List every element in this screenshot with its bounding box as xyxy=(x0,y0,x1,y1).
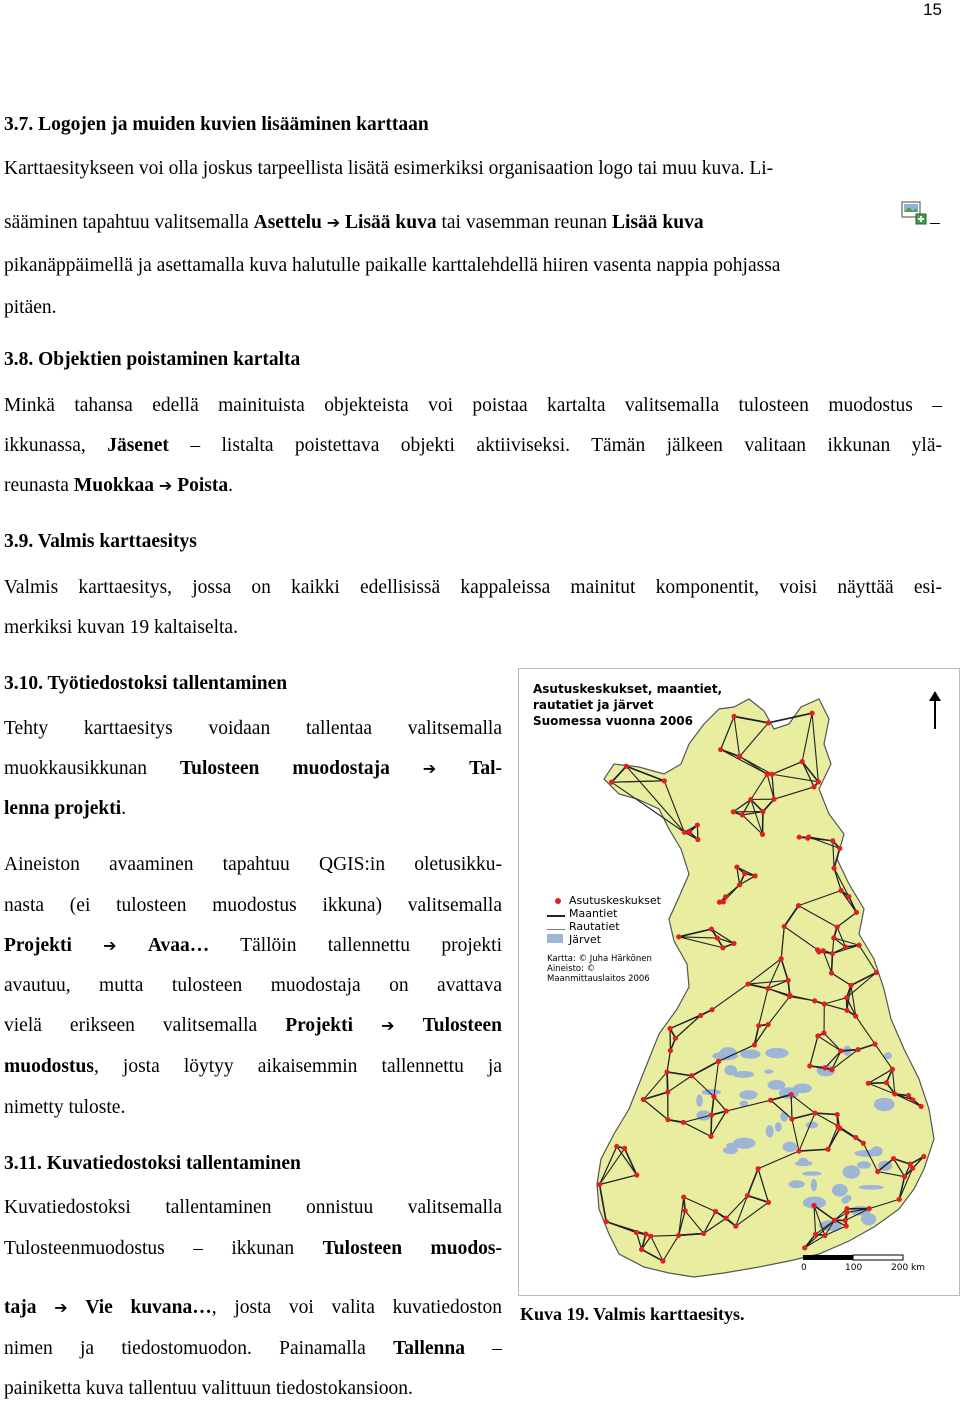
map-title xyxy=(533,681,722,729)
town-marker xyxy=(835,925,840,930)
body-line: muodostus, josta löytyy aikaisemmin tallennettu ja xyxy=(4,1056,502,1077)
town-marker xyxy=(861,1141,866,1146)
body-line: taja ➔ Vie kuvana…, josta voi valita kuvatiedoston xyxy=(4,1297,502,1318)
town-marker xyxy=(809,711,814,716)
town-marker xyxy=(676,934,681,939)
town-marker xyxy=(752,1042,757,1047)
body-line: muokkausikkunan Tulosteen muodostaja ➔ Tal- xyxy=(4,758,503,779)
town-marker xyxy=(785,978,790,983)
legend-label: Asutuskeskukset xyxy=(569,894,661,907)
town-marker xyxy=(835,1112,840,1117)
town-marker xyxy=(641,1097,646,1102)
town-marker xyxy=(740,812,745,817)
town-marker xyxy=(681,1120,686,1125)
body-line: reunasta Muokkaa ➔ Poista. xyxy=(4,475,233,496)
town-marker xyxy=(816,779,821,784)
scale-bar xyxy=(801,1251,951,1287)
body-line: ikkunassa, Jäsenet – listalta poistettava objekti aktiiviseksi. Tämän jälkeen valitaan ikkunan ylä- xyxy=(4,435,942,456)
arrow-icon: ➔ xyxy=(103,936,117,955)
scale-label: 0 xyxy=(801,1263,807,1273)
town-marker xyxy=(701,1231,706,1236)
town-marker xyxy=(831,935,836,940)
town-marker xyxy=(720,945,725,950)
town-marker xyxy=(683,1208,688,1213)
town-marker xyxy=(853,1135,858,1140)
town-marker xyxy=(815,947,820,952)
town-marker xyxy=(867,1206,872,1211)
road-line xyxy=(791,1095,792,1119)
town-marker xyxy=(597,1182,602,1187)
town-marker xyxy=(622,1146,627,1151)
lake-shape xyxy=(859,1185,884,1190)
legend-label: Rautatiet xyxy=(569,920,620,933)
town-marker xyxy=(698,1013,703,1018)
body-line: sääminen tapahtuu valitsemalla Asettelu ➔ Lisää kuva tai vasemman reunan Lisää kuva xyxy=(4,212,704,233)
add-image-icon xyxy=(900,200,930,226)
town-marker xyxy=(648,1234,653,1239)
lake-shape xyxy=(841,1197,849,1204)
arrow-icon: ➔ xyxy=(54,1298,68,1317)
town-marker xyxy=(766,1022,771,1027)
town-marker xyxy=(806,834,811,839)
dash: – xyxy=(930,212,940,233)
section-heading-3-8: 3.8. Objektien poistaminen kartalta xyxy=(4,349,301,370)
town-marker xyxy=(733,1224,738,1229)
town-marker xyxy=(843,944,848,949)
credit-line: Kartta: © Juha Härkönen xyxy=(547,954,652,964)
lake-shape xyxy=(861,1213,876,1225)
town-marker xyxy=(843,1218,848,1223)
body-line: Tehty karttaesitys voidaan tallentaa valitsemalla xyxy=(4,718,502,739)
town-marker xyxy=(854,910,859,915)
town-marker xyxy=(731,941,736,946)
town-marker xyxy=(848,983,853,988)
figure-caption: Kuva 19. Valmis karttaesitys. xyxy=(520,1304,745,1324)
lake-shape xyxy=(712,1052,738,1061)
legend-item-lakes xyxy=(547,933,661,946)
town-marker xyxy=(709,1112,714,1117)
lake-shape xyxy=(798,1158,808,1164)
town-marker xyxy=(716,1059,721,1064)
town-marker xyxy=(717,900,722,905)
town-marker xyxy=(866,1081,871,1086)
town-marker xyxy=(787,993,792,998)
lake-shape xyxy=(696,1094,703,1106)
town-marker xyxy=(771,797,776,802)
page-number: 15 xyxy=(923,0,942,19)
town-marker xyxy=(874,970,879,975)
town-marker xyxy=(837,846,842,851)
credit-line: Aineisto: © xyxy=(547,964,596,974)
scale-label: 100 xyxy=(845,1263,863,1273)
town-marker xyxy=(908,1162,913,1167)
road-line xyxy=(711,1115,712,1136)
map-credits xyxy=(547,954,661,984)
town-marker xyxy=(634,1230,639,1235)
section-heading-3-11: 3.11. Kuvatiedostoksi tallentaminen xyxy=(4,1153,301,1174)
lake-shape xyxy=(806,1122,818,1129)
road-line xyxy=(832,954,833,973)
arrow-icon: ➔ xyxy=(381,1016,395,1035)
town-marker xyxy=(724,1108,729,1113)
town-marker xyxy=(624,764,629,769)
town-marker xyxy=(813,1232,818,1237)
town-marker xyxy=(897,1197,902,1202)
town-marker xyxy=(737,882,742,887)
town-marker xyxy=(715,935,720,940)
lake-shape xyxy=(857,1161,871,1168)
body-line: vielä erikseen valitsemalla Projekti ➔ Tulosteen xyxy=(4,1015,503,1036)
town-marker xyxy=(681,1194,686,1199)
legend-item-rail xyxy=(547,920,661,933)
town-marker xyxy=(844,1223,849,1228)
body-line: avautuu, mutta tulosteen muodostaja on avattava xyxy=(4,975,502,996)
body-line: pikanäppäimellä ja asettamalla kuva halutulle paikalle karttalehdellä hiiren vasenta nappia pohjassa xyxy=(4,255,781,276)
road-line xyxy=(667,1072,668,1092)
town-marker xyxy=(838,1048,843,1053)
town-marker xyxy=(766,720,771,725)
town-marker xyxy=(689,1073,694,1078)
town-marker xyxy=(676,1233,681,1238)
lake-shape xyxy=(766,1125,774,1137)
town-marker xyxy=(921,1154,926,1159)
town-marker xyxy=(643,1231,648,1236)
town-marker xyxy=(667,1026,672,1031)
town-marker xyxy=(614,1144,619,1149)
town-marker xyxy=(890,1067,895,1072)
town-marker xyxy=(825,1147,830,1152)
lake-shape xyxy=(740,1050,761,1059)
rail-line-icon xyxy=(547,929,565,930)
town-marker xyxy=(668,1048,673,1053)
town-marker xyxy=(846,894,851,899)
lake-shape xyxy=(764,1069,773,1074)
body-line: Minkä tahansa edellä mainituista objekteista voi poistaa kartalta valitsemalla tulosteen muodostus – xyxy=(4,395,942,416)
body-line: Kuvatiedostoksi tallentaminen onnistuu valitsemalla xyxy=(4,1197,502,1218)
town-marker xyxy=(731,714,736,719)
lake-shape xyxy=(739,1090,757,1100)
body-line: Valmis karttaesitys, jossa on kaikki edellisissä kappaleissa mainitut komponentit, voisi näyttää esi- xyxy=(4,577,942,598)
town-marker xyxy=(708,1134,713,1139)
town-marker xyxy=(673,1036,678,1041)
town-marker xyxy=(756,1166,761,1171)
town-marker xyxy=(687,829,692,834)
town-marker xyxy=(855,1047,860,1052)
body-line: painiketta kuva tallentuu valittuun tiedostokansioon. xyxy=(4,1378,413,1399)
town-marker xyxy=(811,784,816,789)
town-marker xyxy=(789,1092,794,1097)
lake-shape xyxy=(788,1180,804,1188)
town-marker xyxy=(742,871,747,876)
map-legend xyxy=(547,894,661,984)
body-line: Aineiston avaaminen tapahtuu QGIS:in oletusikku- xyxy=(4,854,502,875)
town-marker xyxy=(807,1063,812,1068)
town-marker xyxy=(844,1210,849,1215)
town-marker xyxy=(723,894,728,899)
legend-item-roads xyxy=(547,907,661,920)
town-marker xyxy=(830,838,835,843)
body-line: Projekti ➔ Avaa… Tällöin tallennettu projekti xyxy=(4,935,502,956)
town-marker xyxy=(713,1209,718,1214)
lake-shape xyxy=(811,1179,817,1191)
town-marker xyxy=(745,981,750,986)
lake-shape xyxy=(733,1071,754,1078)
town-marker xyxy=(709,926,714,931)
town-marker xyxy=(918,1104,923,1109)
town-marker xyxy=(745,1193,750,1198)
town-marker xyxy=(756,1023,761,1028)
arrow-icon: ➔ xyxy=(158,476,173,495)
town-marker xyxy=(768,1098,773,1103)
town-marker xyxy=(822,1233,827,1238)
town-marker xyxy=(695,822,700,827)
town-marker xyxy=(760,809,765,814)
body-line: Karttaesitykseen voi olla joskus tarpeellista lisätä esimerkiksi organisaation logo tai muu kuva. Li- xyxy=(4,158,774,179)
lake-shape xyxy=(793,1083,812,1093)
town-marker xyxy=(829,1067,834,1072)
town-marker xyxy=(765,772,770,777)
lake-shape xyxy=(874,1098,895,1111)
town-marker xyxy=(829,970,834,975)
town-marker xyxy=(872,1042,877,1047)
town-marker xyxy=(724,1216,729,1221)
town-marker xyxy=(760,832,765,837)
lake-shape xyxy=(767,1080,785,1090)
town-marker xyxy=(902,1174,907,1179)
credit-line: Maanmittauslaitos 2006 xyxy=(547,974,650,984)
town-marker xyxy=(853,1014,858,1019)
town-marker xyxy=(800,759,805,764)
town-marker xyxy=(731,809,736,814)
town-marker xyxy=(910,1097,915,1102)
town-marker xyxy=(844,995,849,1000)
lake-shape xyxy=(775,1122,782,1132)
town-marker xyxy=(856,943,861,948)
section-heading-3-9: 3.9. Valmis karttaesitys xyxy=(4,531,197,552)
town-marker xyxy=(609,780,614,785)
town-marker xyxy=(634,1172,639,1177)
town-marker xyxy=(718,747,723,752)
town-marker xyxy=(660,1258,665,1263)
town-marker xyxy=(796,903,801,908)
town-marker xyxy=(753,873,758,878)
town-marker xyxy=(832,1218,837,1223)
town-marker xyxy=(665,1117,670,1122)
town-marker xyxy=(839,888,844,893)
town-marker xyxy=(639,1247,644,1252)
town-marker xyxy=(782,924,787,929)
map-title-line: Suomessa vuonna 2006 xyxy=(533,714,694,728)
town-marker xyxy=(822,1001,827,1006)
town-marker xyxy=(823,1065,828,1070)
town-marker xyxy=(769,772,774,777)
town-marker xyxy=(906,1093,911,1098)
scale-label: 200 km xyxy=(891,1263,926,1273)
town-marker xyxy=(711,1094,716,1099)
lake-swatch-icon xyxy=(547,934,563,943)
town-marker xyxy=(765,986,770,991)
town-marker xyxy=(830,951,835,956)
town-marker xyxy=(665,1089,670,1094)
town-marker xyxy=(802,1245,807,1250)
body-line: nimen ja tiedostomuodon. Painamalla Tallenna – xyxy=(4,1338,503,1359)
town-marker xyxy=(662,778,667,783)
town-marker-icon xyxy=(555,898,561,904)
town-marker xyxy=(695,837,700,842)
town-marker xyxy=(821,948,826,953)
map-title-line: rautatiet ja järvet xyxy=(533,698,654,712)
lake-shape xyxy=(765,1048,788,1059)
town-marker xyxy=(821,1030,826,1035)
town-marker xyxy=(891,1156,896,1161)
legend-label: Järvet xyxy=(569,933,602,946)
north-arrow-icon xyxy=(925,691,945,731)
town-marker xyxy=(884,1080,889,1085)
map-figure xyxy=(518,668,960,1296)
town-marker xyxy=(797,834,802,839)
town-marker xyxy=(664,1069,669,1074)
town-marker xyxy=(815,1033,820,1038)
town-marker xyxy=(779,956,784,961)
section-heading-3-10: 3.10. Työtiedostoksi tallentaminen xyxy=(4,673,288,694)
road-line-icon xyxy=(547,915,565,917)
town-marker xyxy=(875,1169,880,1174)
body-line: nasta (ei tulosteen muodostus ikkuna) valitsemalla xyxy=(4,895,502,916)
lake-shape xyxy=(733,1138,756,1149)
town-marker xyxy=(789,1116,794,1121)
legend-label: Maantiet xyxy=(569,907,618,920)
town-marker xyxy=(766,1200,771,1205)
lake-shape xyxy=(832,1184,848,1197)
arrow-icon: ➔ xyxy=(326,213,341,232)
town-marker xyxy=(796,1148,801,1153)
body-line: merkiksi kuvan 19 kaltaiselta. xyxy=(4,617,238,638)
town-marker xyxy=(831,866,836,871)
arrow-icon: ➔ xyxy=(422,759,437,778)
town-marker xyxy=(811,1203,816,1208)
lake-shape xyxy=(782,1142,797,1152)
town-marker xyxy=(844,1008,849,1013)
town-marker xyxy=(748,797,753,802)
town-marker xyxy=(682,830,687,835)
body-line: lenna projekti. xyxy=(4,798,127,819)
lake-shape xyxy=(802,1171,822,1175)
lake-shape xyxy=(843,1165,861,1179)
town-marker xyxy=(812,1110,817,1115)
road-line xyxy=(868,1083,886,1084)
town-marker xyxy=(812,998,817,1003)
body-line: nimetty tuloste. xyxy=(4,1097,126,1118)
section-heading-3-7: 3.7. Logojen ja muiden kuvien lisääminen karttaan xyxy=(4,114,429,135)
legend-item-towns xyxy=(547,894,661,907)
town-marker xyxy=(734,864,739,869)
town-marker xyxy=(604,1219,609,1224)
town-marker xyxy=(835,1123,840,1128)
lake-shape xyxy=(780,1111,788,1121)
body-line: pitäen. xyxy=(4,297,57,318)
map-title-line: Asutuskeskukset, maantiet, xyxy=(533,682,723,696)
town-marker xyxy=(709,1007,714,1012)
town-marker xyxy=(892,1091,897,1096)
body-line: Tulosteenmuodostus – ikkunan Tulosteen muodos- xyxy=(4,1238,503,1259)
town-marker xyxy=(737,754,742,759)
